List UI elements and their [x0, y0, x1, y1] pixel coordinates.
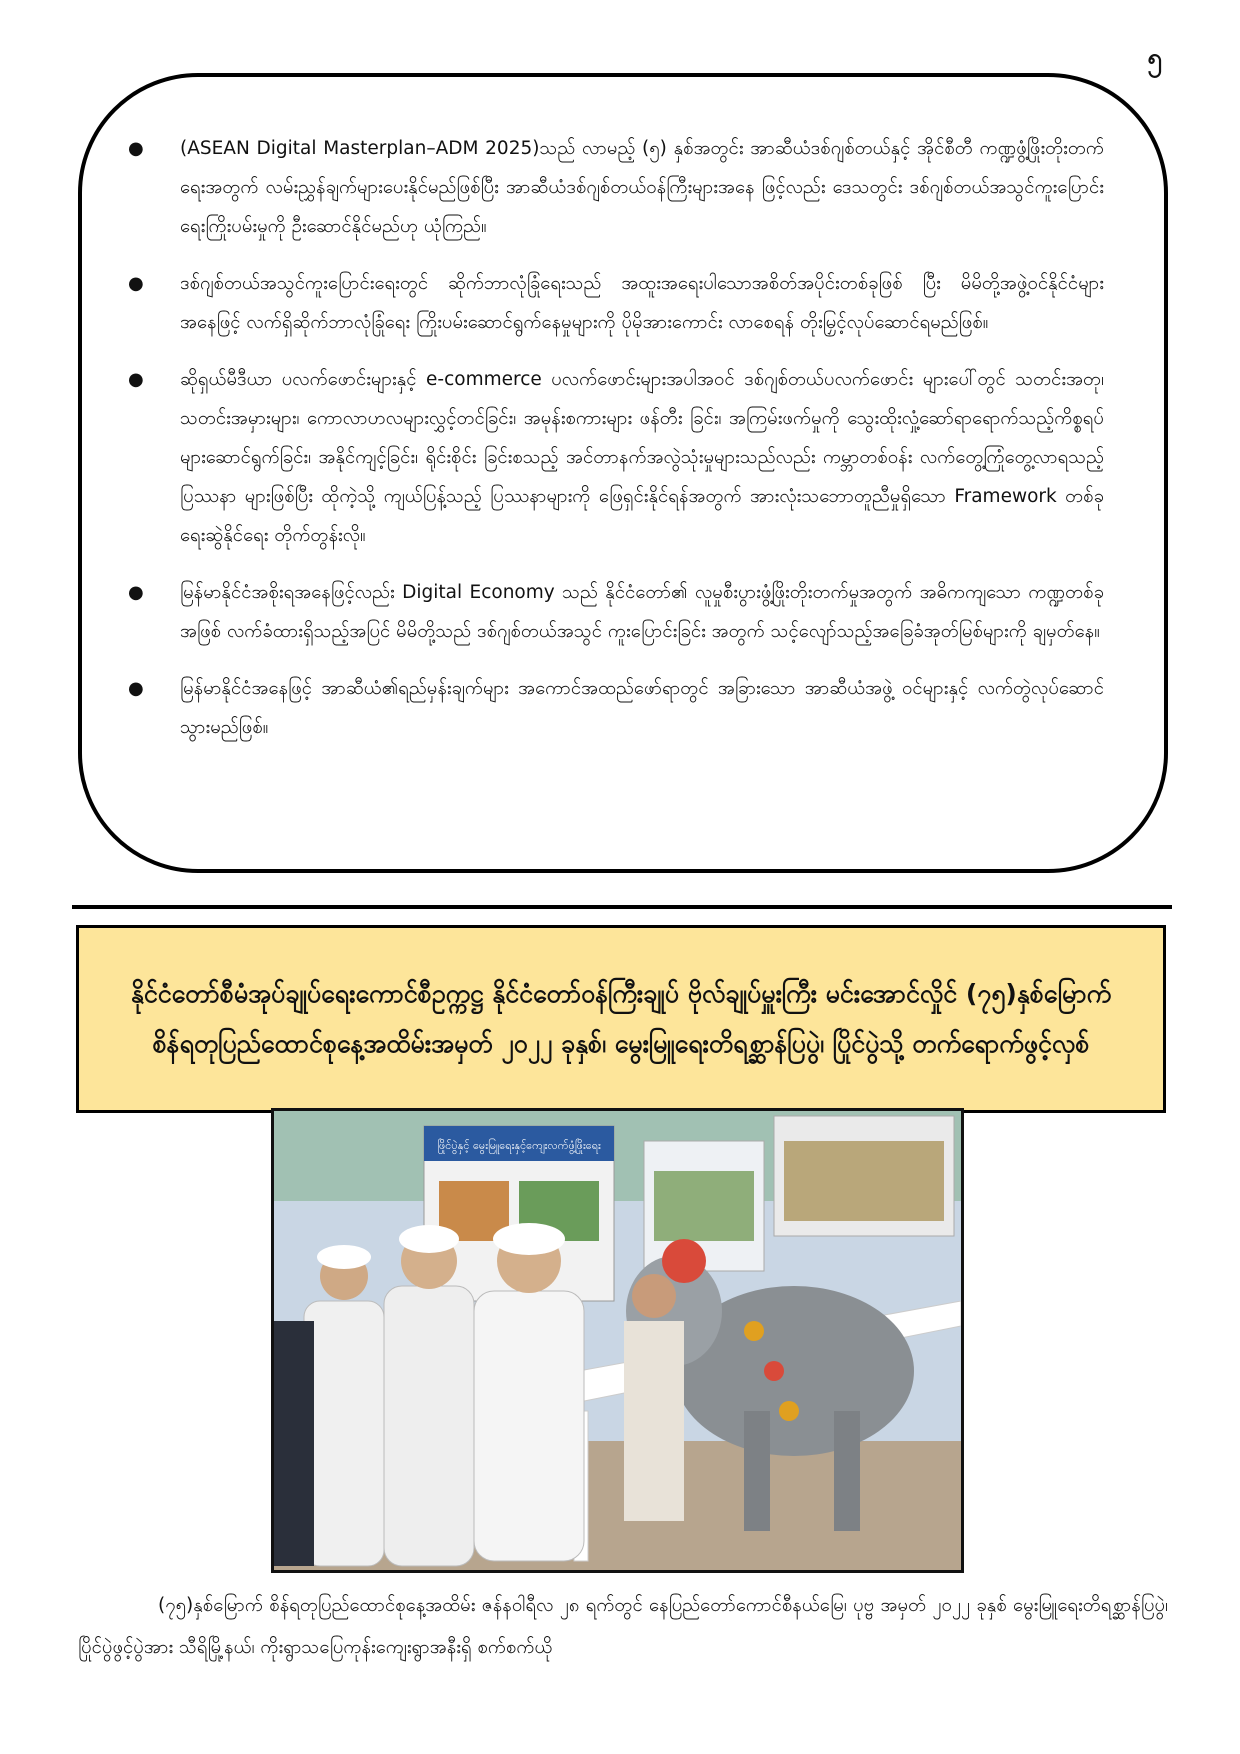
photo-illustration: [274, 1111, 961, 1570]
page-number: ၅: [1147, 43, 1162, 73]
headline-box: [76, 925, 1166, 1113]
bullet-item: ● မြန်မာနိုင်ငံအနေဖြင့် အာဆီယံ၏ရည်မှန်းချက်များ အကောင်အထည်ဖော်ရာတွင် အခြားသော အာဆီယံအဖွဲ့ ဝင်များနှင့် လက်တွဲလုပ်ဆောင်သွားမည်ဖြစ်။: [128, 669, 1104, 747]
headline: နိုင်ငံတော်စီမံအုပ်ချုပ်ရေးကောင်စီဥက္ကဋ္ဌ နိုင်ငံတော်ဝန်ကြီးချုပ် ဗိုလ်ချုပ်မှူးကြီး မင်းအောင်လှိုင် (၇၅)နှစ်မြောက် စိန်ရတုပြည်ထောင်စုနေ့အထိမ်းအမှတ် ၂၀၂၂ ခုနှစ်၊ မွေးမြူရေးတိရစ္ဆာန်ပြပွဲ၊ ပြိုင်ပွဲသို့ တက်ရောက်ဖွင့်လှစ်: [130, 979, 1112, 1058]
event-photo: [271, 1108, 964, 1573]
bullet-item: ● (ASEAN Digital Masterplan–ADM 2025)သည် လာမည့် (၅) နှစ်အတွင်း အာဆီယံဒစ်ဂျစ်တယ်နှင့် အိုင်စီတီ ကဏ္ဍဖွံ့ဖြိုးတိုးတက်ရေးအတွက် လမ်းညွှန်ချက်များပေးနိုင်မည်ဖြစ်ပြီး အာဆီယံဒစ်ဂျစ်တယ်ဝန်ကြီးများအနေ ဖြင့်လည်း ဒေသတွင်း ဒစ်ဂျစ်တယ်အသွင်ကူးပြောင်းရေးကြိုးပမ်းမှုကို ဦးဆောင်နိုင်မည်ဟု ယုံကြည်။: [128, 129, 1104, 246]
bullet-item: ● ဒစ်ဂျစ်တယ်အသွင်ကူးပြောင်းရေးတွင် ဆိုက်ဘာလုံခြုံရေးသည် အထူးအရေးပါသောအစိတ်အပိုင်းတစ်ခုဖြစ် ပြီး မိမိတို့အဖွဲ့ဝင်နိုင်ငံများအနေဖြင့် လက်ရှိဆိုက်ဘာလုံခြုံရေး ကြိုးပမ်းဆောင်ရွက်နေမှုများကို ပိုမိုအားကောင်း လာစေရန် တိုးမြှင့်လုပ်ဆောင်ရမည်ဖြစ်။: [128, 264, 1104, 342]
bullet-item: ● ဆိုရှယ်မီဒီယာ ပလက်ဖောင်းများနှင့် e-commerce ပလက်ဖောင်းများအပါအဝင် ဒစ်ဂျစ်တယ်ပလက်ဖောင်း များပေါ်တွင် သတင်းအတု၊ သတင်းအမှားများ၊ ကောလာဟလများလွှင့်တင်ခြင်း၊ အမုန်းစကားများ ဖန်တီး ခြင်း၊ အကြမ်းဖက်မှုကို သွေးထိုးလှုံ့ဆော်ရာရောက်သည့်ကိစ္စရပ်များဆောင်ရွက်ခြင်း၊ အနိုင်ကျင့်ခြင်း၊ ရိုင်းစိုင်း ခြင်းစသည့် အင်တာနက်အလွဲသုံးမှုများသည်လည်း ကမ္ဘာတစ်ဝန်း လက်တွေ့ကြုံတွေ့လာရသည့် ပြဿနာ များဖြစ်ပြီး ထိုကဲ့သို့ ကျယ်ပြန့်သည့် ပြဿနာများကို ဖြေရှင်းနိုင်ရန်အတွက် အားလုံးသဘောတူညီမှုရှိသော Framework တစ်ခုရေးဆွဲနိုင်ရေး တိုက်တွန်းလို။: [128, 360, 1104, 555]
bullet-item: ● မြန်မာနိုင်ငံအစိုးရအနေဖြင့်လည်း Digital Economy သည် နိုင်ငံတော်၏ လူမှုစီးပွားဖွံ့ဖြိုးတိုးတက်မှုအတွက် အဓိကကျသော ကဏ္ဍတစ်ခုအဖြစ် လက်ခံထားရှိသည့်အပြင် မိမိတို့သည် ဒစ်ဂျစ်တယ်အသွင် ကူးပြောင်းခြင်း အတွက် သင့်လျော်သည့်အခြေခံအုတ်မြစ်များကို ချမှတ်နေ။: [128, 573, 1104, 651]
key-points-box: [78, 73, 1168, 873]
section-divider: [72, 905, 1172, 909]
bullet-list: [128, 129, 1104, 747]
banner-text: ဖြိုင်ပွဲနှင့် မွေးမြူရေးနှင့်ကျေးလက်ဖွံ့ဖြိုးရေး: [437, 1139, 601, 1152]
photo-caption: (၇၅)နှစ်မြောက် စိန်ရတုပြည်ထောင်စုနေ့အထိမ်း ဇန်နဝါရီလ ၂၈ ရက်တွင် နေပြည်တော်ကောင်စီနယ်မြေ၊ ပုဗ္ဗ အမှတ် ၂၀၂၂ ခုနှစ် မွေးမြူရေးတိရစ္ဆာန်ပြပွဲ၊ ပြိုင်ပွဲဖွင့်ပွဲအား သီရိမြို့နယ်၊ ကိုးရွာသပြေကုန်းကျေးရွာအနီးရှိ စက်စက်ယို: [78, 1595, 1168, 1658]
